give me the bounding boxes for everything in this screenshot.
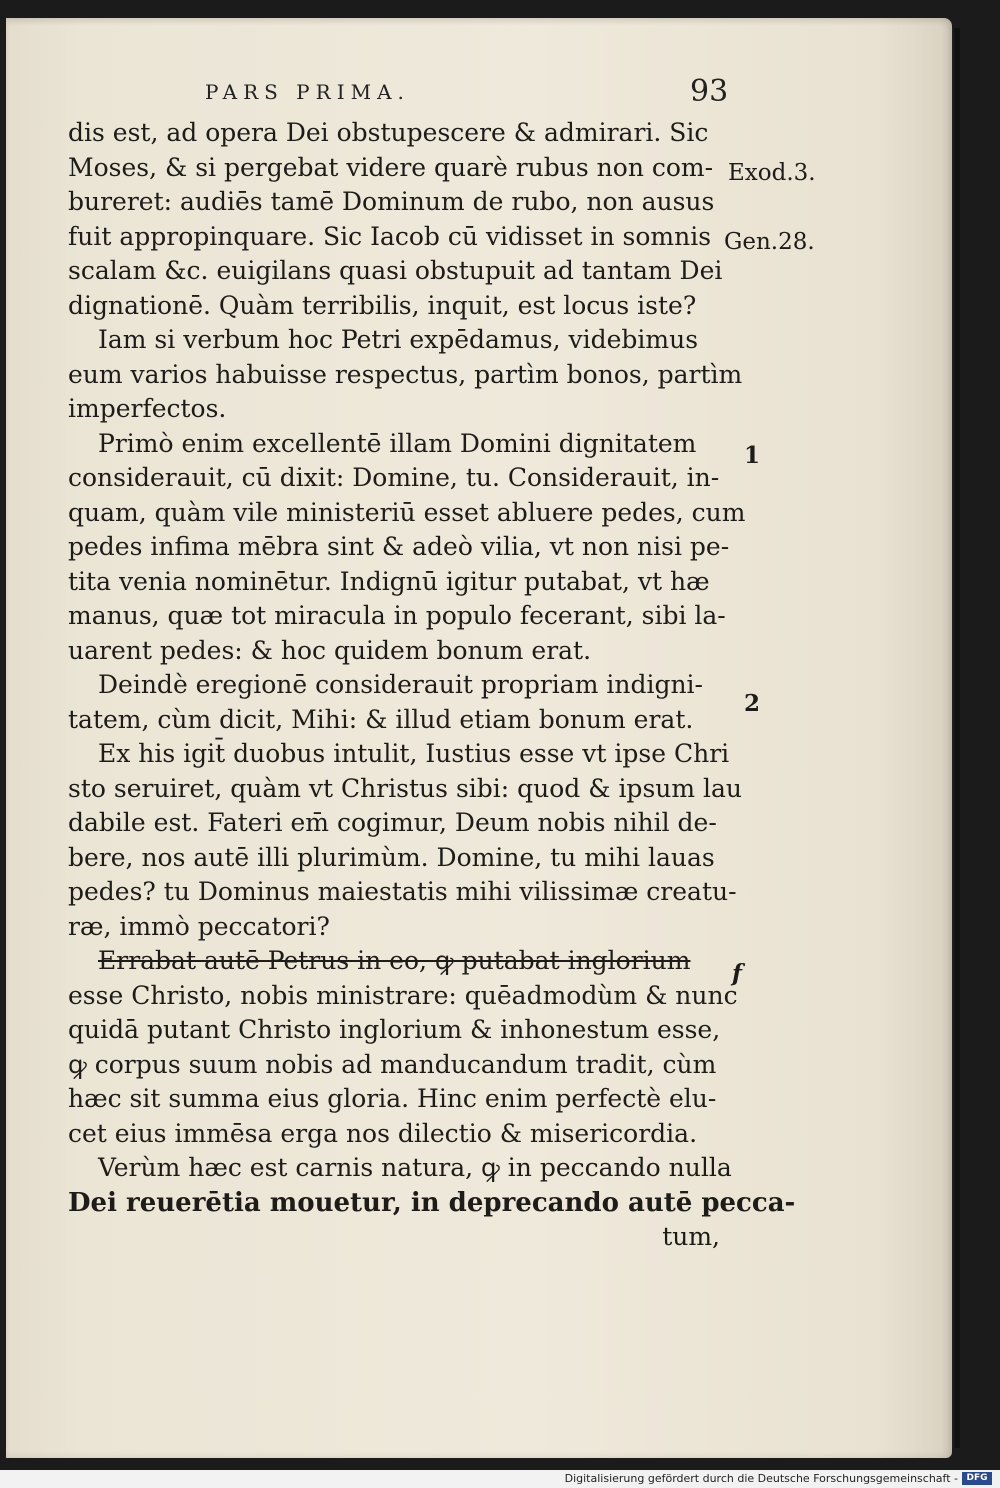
- catchword: tum,: [662, 1222, 720, 1251]
- text-line: scalam &c. euigilans quasi obstupuit ad tantam Dei: [68, 256, 723, 285]
- text-line: quidā putant Christo inglorium & inhonestum esse,: [68, 1015, 721, 1044]
- text-line: Ex his igit̄ duobus intulit, Iustius esse vt ipse Chri: [98, 739, 730, 768]
- text-line: pedes? tu Dominus maiestatis mihi vilissimæ creatu-: [68, 877, 737, 906]
- text-line: esse Christo, nobis ministrare: quēadmodùm & nunc: [68, 980, 738, 1010]
- text-line: Deindè eregionē considerauit propriam indigni-: [98, 670, 703, 699]
- text-line: tita venia nominētur. Indignū igitur putabat, vt hæ: [68, 566, 710, 596]
- text-line: ꝙ corpus suum nobis ad manducandum tradit, cùm: [68, 1049, 717, 1079]
- text-line: fuit appropinquare. Sic Iacob cū vidisset in somnis: [68, 221, 712, 251]
- text-line: dabile est. Fateri em̄ cogimur, Deum nobis nihil de-: [68, 808, 717, 837]
- text-line: considerauit, cū dixit: Domine, tu. Considerauit, in-: [68, 463, 720, 492]
- text-line: eum varios habuisse respectus, partìm bonos, partìm: [68, 359, 743, 389]
- text-line: tatem, cùm dicit, Mihi: & illud etiam bonum erat.: [68, 704, 694, 734]
- text-line: bere, nos autē illi plurimùm. Domine, tu mihi lauas: [68, 842, 715, 872]
- text-line: Iam si verbum hoc Petri expēdamus, videbimus: [98, 325, 699, 354]
- text-line: Verùm hæc est carnis natura, ꝙ in peccando nulla: [98, 1153, 732, 1182]
- struck-text: Errabat autē Petrus in eo, ꝙ putabat inglorium: [98, 946, 691, 975]
- margin-note-gen: Gen.28.: [724, 229, 815, 255]
- text-line: Moses, & si pergebat videre quarè rubus non com-: [68, 152, 714, 182]
- text-line: manus, quæ tot miracula in populo fecerant, sibi la-: [68, 601, 726, 630]
- text-line: quam, quàm vile ministeriū esset abluere pedes, cum: [68, 497, 746, 527]
- text-line: Dei reuerētia mouetur, in deprecando autē pecca-: [68, 1187, 796, 1218]
- text-line: uarent pedes: & hoc quidem bonum erat.: [68, 635, 592, 665]
- text-line: Primò enim excellentē illam Domini dignitatem: [98, 428, 697, 458]
- struck-text-line: [68, 944, 728, 979]
- margin-note-handwritten: f: [732, 960, 742, 987]
- text-line: sto seruiret, quàm vt Christus sibi: quod & ipsum lau: [68, 773, 743, 803]
- text-line: imperfectos.: [68, 394, 227, 423]
- text-line: ræ, immò peccatori?: [68, 911, 330, 941]
- margin-note-number: 2: [744, 690, 761, 717]
- text-line: dignationē. Quàm terribilis, inquit, est locus iste?: [68, 290, 697, 320]
- margin-note-number: 1: [744, 442, 761, 469]
- text-line: hæc sit summa eius gloria. Hinc enim perfectè elu-: [68, 1084, 717, 1113]
- text-line: bureret: audiēs tamē Dominum de rubo, non ausus: [68, 187, 715, 216]
- dfg-logo-icon: DFG: [962, 1472, 992, 1485]
- text-line: pedes infima mēbra sint & adeò vilia, vt non nisi pe-: [68, 532, 730, 561]
- running-head: PARS PRIMA.: [205, 80, 410, 104]
- text-line: cet eius immēsa erga nos dilectio & misericordia.: [68, 1118, 698, 1148]
- text-line: dis est, ad opera Dei obstupescere & admirari. Sic: [68, 118, 709, 147]
- footer-credit: Digitalisierung gefördert durch die Deutsche Forschungsgemeinschaft -: [564, 1472, 958, 1485]
- margin-note-exod: Exod.3.: [728, 160, 816, 186]
- page-number: 93: [690, 74, 729, 109]
